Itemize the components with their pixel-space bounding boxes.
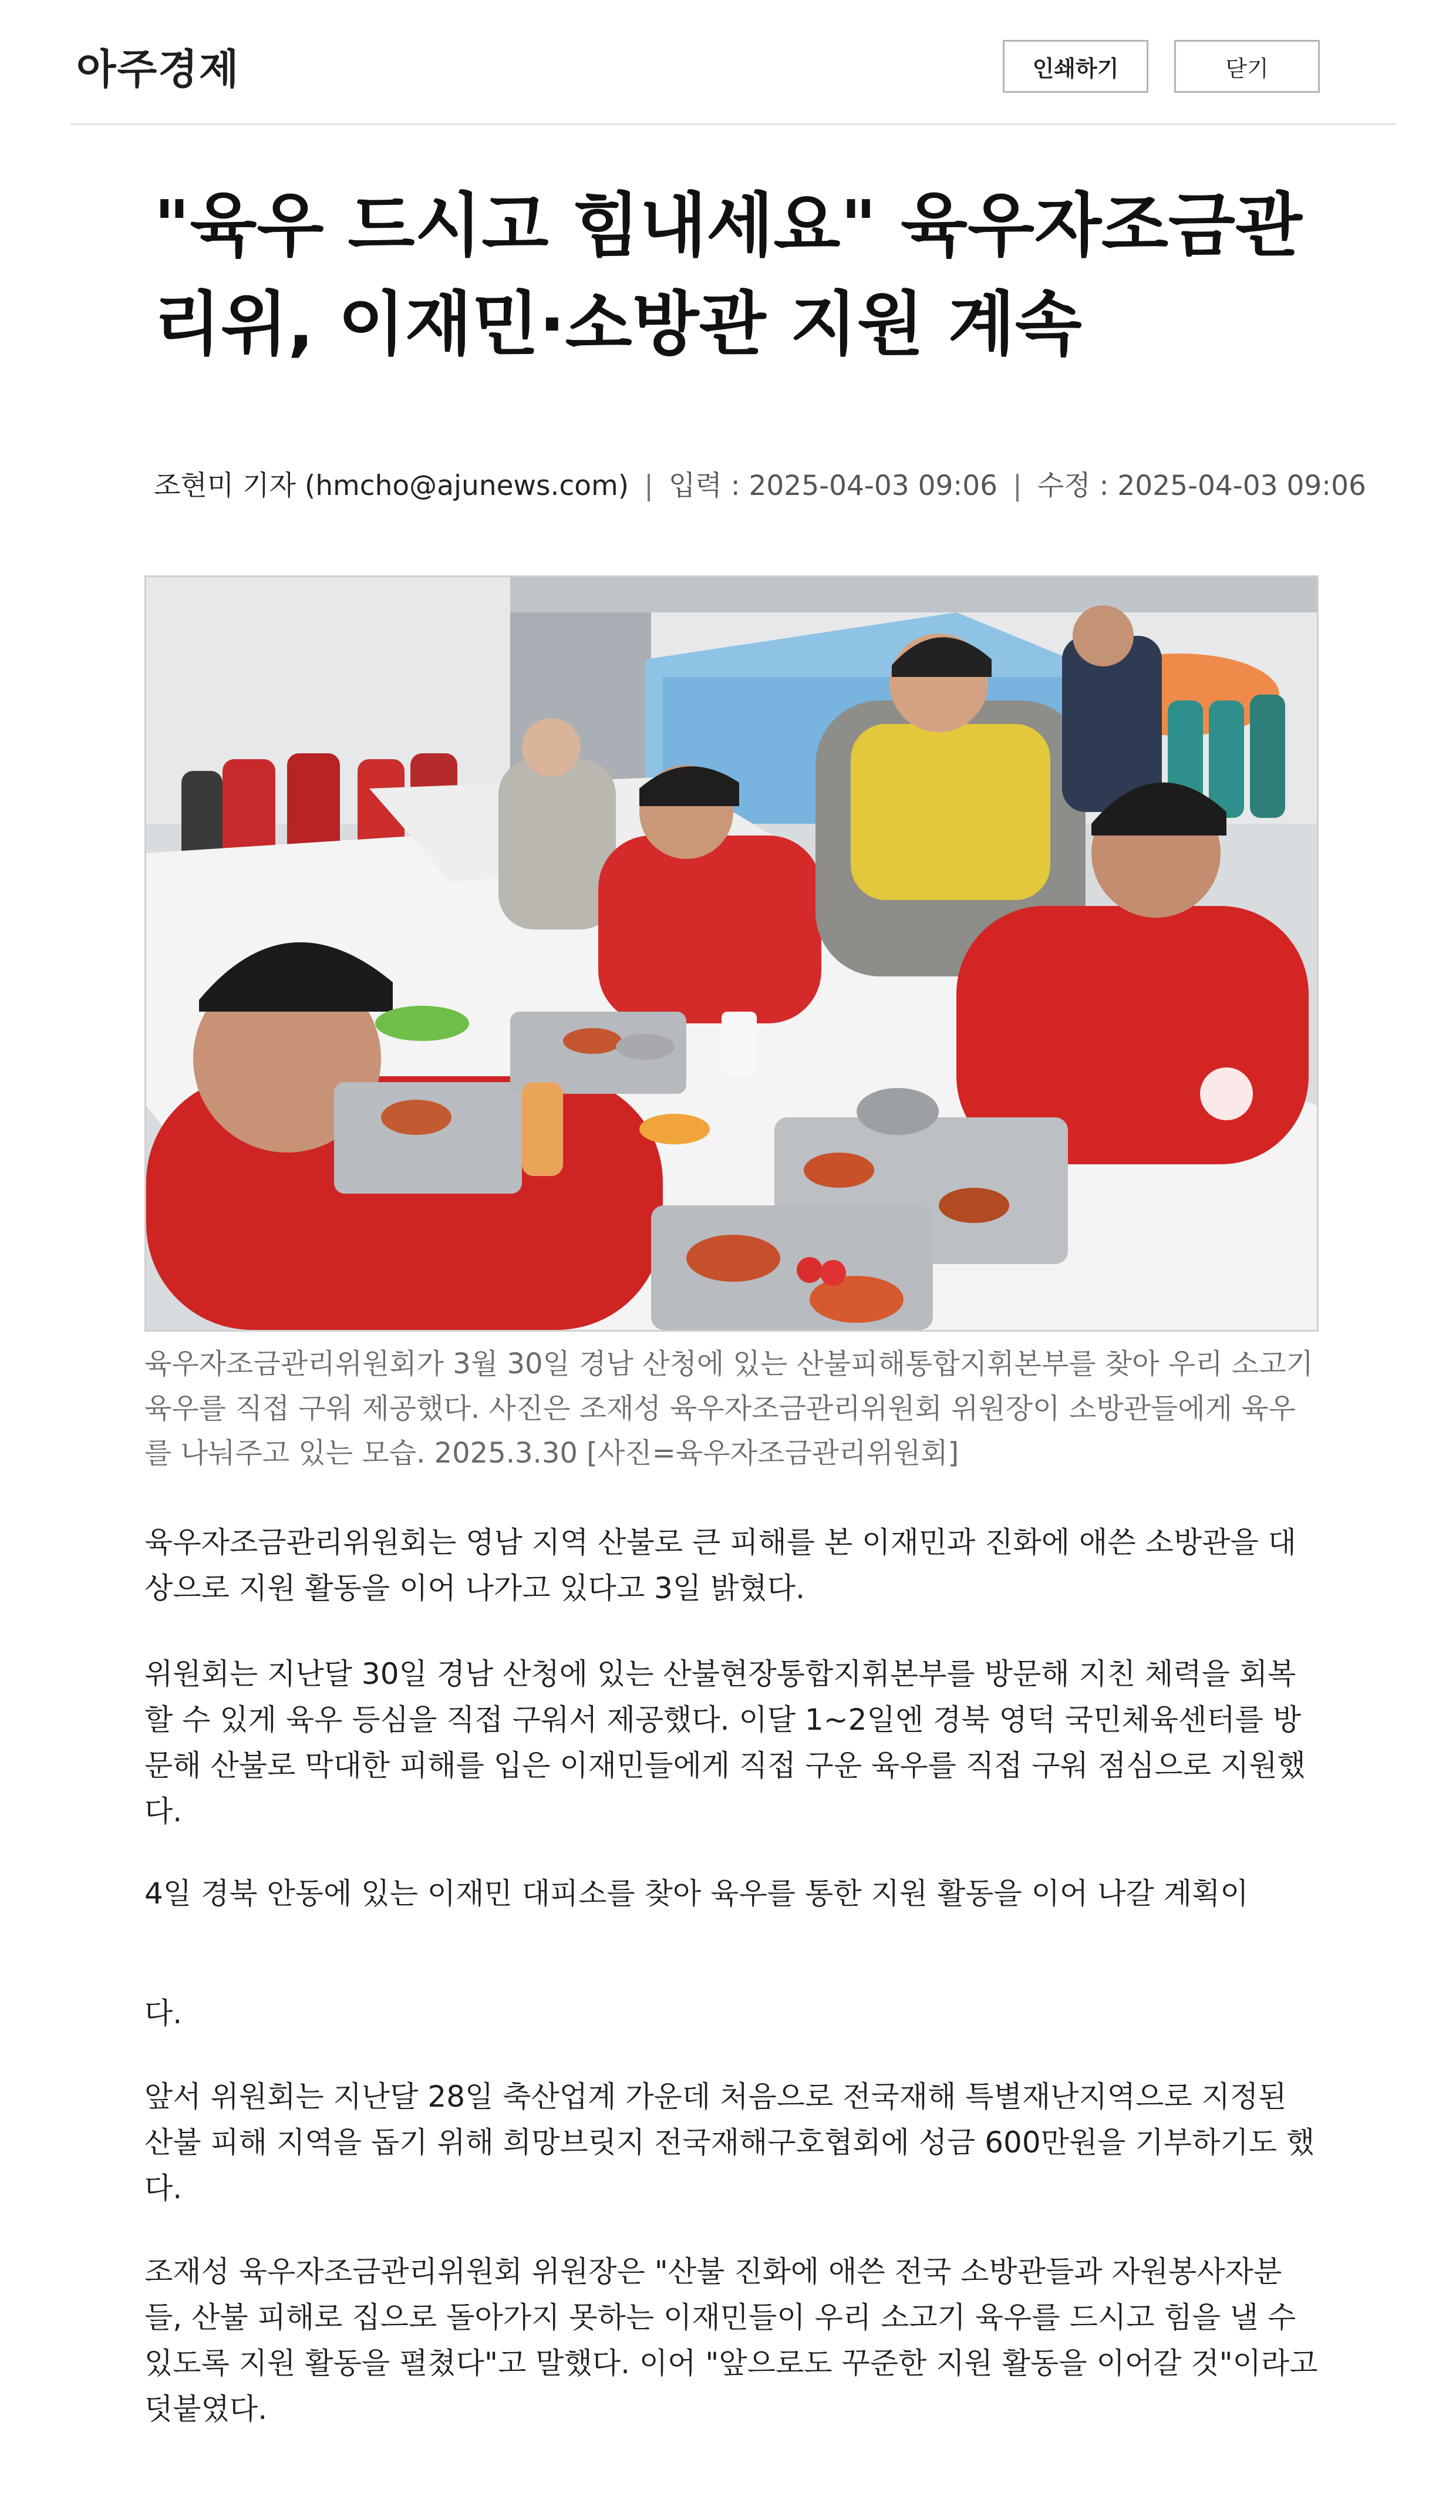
input-date: 입력 : 2025-04-03 09:06 <box>668 470 998 502</box>
article-photo <box>144 575 1319 1332</box>
photo-caption: 육우자조금관리위원회가 3월 30일 경남 산청에 있는 산불피해통합지휘본부를 찾아 우리 소고기 육우를 직접 구워 제공했다. 사진은 조재성 육우자조금관리위원회 위원장이 소방관들에게 육우를 나눠주고 있는 모습. 2025.3.30 [사진=육우자조금관리위원회] <box>144 1347 1313 1470</box>
article-title: "육우 드시고 힘내세요" 육우자조금관리위, 이재민·소방관 지원 계속 <box>154 185 1303 365</box>
article-paragraph: 앞서 위원회는 지난달 28일 축산업계 가운데 처음으로 전국재해 특별재난지역으로 지정된 산불 피해 지역을 돕기 위해 희망브릿지 전국재해구호협회에 성금 600만원을 기부하기도 했다. <box>144 2080 1315 2205</box>
byline-separator: | <box>644 470 653 502</box>
article-paragraph: 육우자조금관리위원회는 영남 지역 산불로 큰 피해를 본 이재민과 진화에 애쓴 소방관을 대상으로 지원 활동을 이어 나가고 있다고 3일 밝혔다. <box>144 1525 1296 1605</box>
article-byline <box>154 464 1445 503</box>
close-button[interactable]: 닫기 <box>1174 40 1320 93</box>
byline-separator: | <box>1013 470 1022 502</box>
article-paragraph: 위원회는 지난달 30일 경남 산청에 있는 산불현장통합지휘본부를 방문해 지친 체력을 회복할 수 있게 육우 등심을 직접 구워서 제공했다. 이달 1~2일엔 경북 영덕 국민체육센터를 방문해 산불로 막대한 피해를 입은 이재민들에게 직접 구운 육우를 직접 구워 점심으로 지원했다. <box>144 1657 1306 1828</box>
author-name: 조현미 기자 (hmcho@ajunews.com) <box>154 470 629 502</box>
article-paragraph: 조재성 육우자조금관리위원회 위원장은 "산불 진화에 애쓴 전국 소방관들과 자원봉사자분들, 산불 피해로 집으로 돌아가지 못하는 이재민들이 우리 소고기 육우를 드시고 힘을 낼 수 있도록 지원 활동을 펼쳤다"고 말했다. 이어 "앞으로도 꾸준한 지원 활동을 이어갈 것"이라고 덧붙였다. <box>144 2255 1318 2426</box>
article-paragraph: 4일 경북 안동에 있는 이재민 대피소를 찾아 육우를 통한 지원 활동을 이어 나갈 계획이 <box>144 1876 1249 1911</box>
modified-date: 수정 : 2025-04-03 09:06 <box>1037 470 1366 502</box>
site-logo[interactable]: 아주경제 <box>76 45 240 93</box>
article-paragraph: 다. <box>144 1996 183 2030</box>
print-button[interactable]: 인쇄하기 <box>1003 40 1148 93</box>
